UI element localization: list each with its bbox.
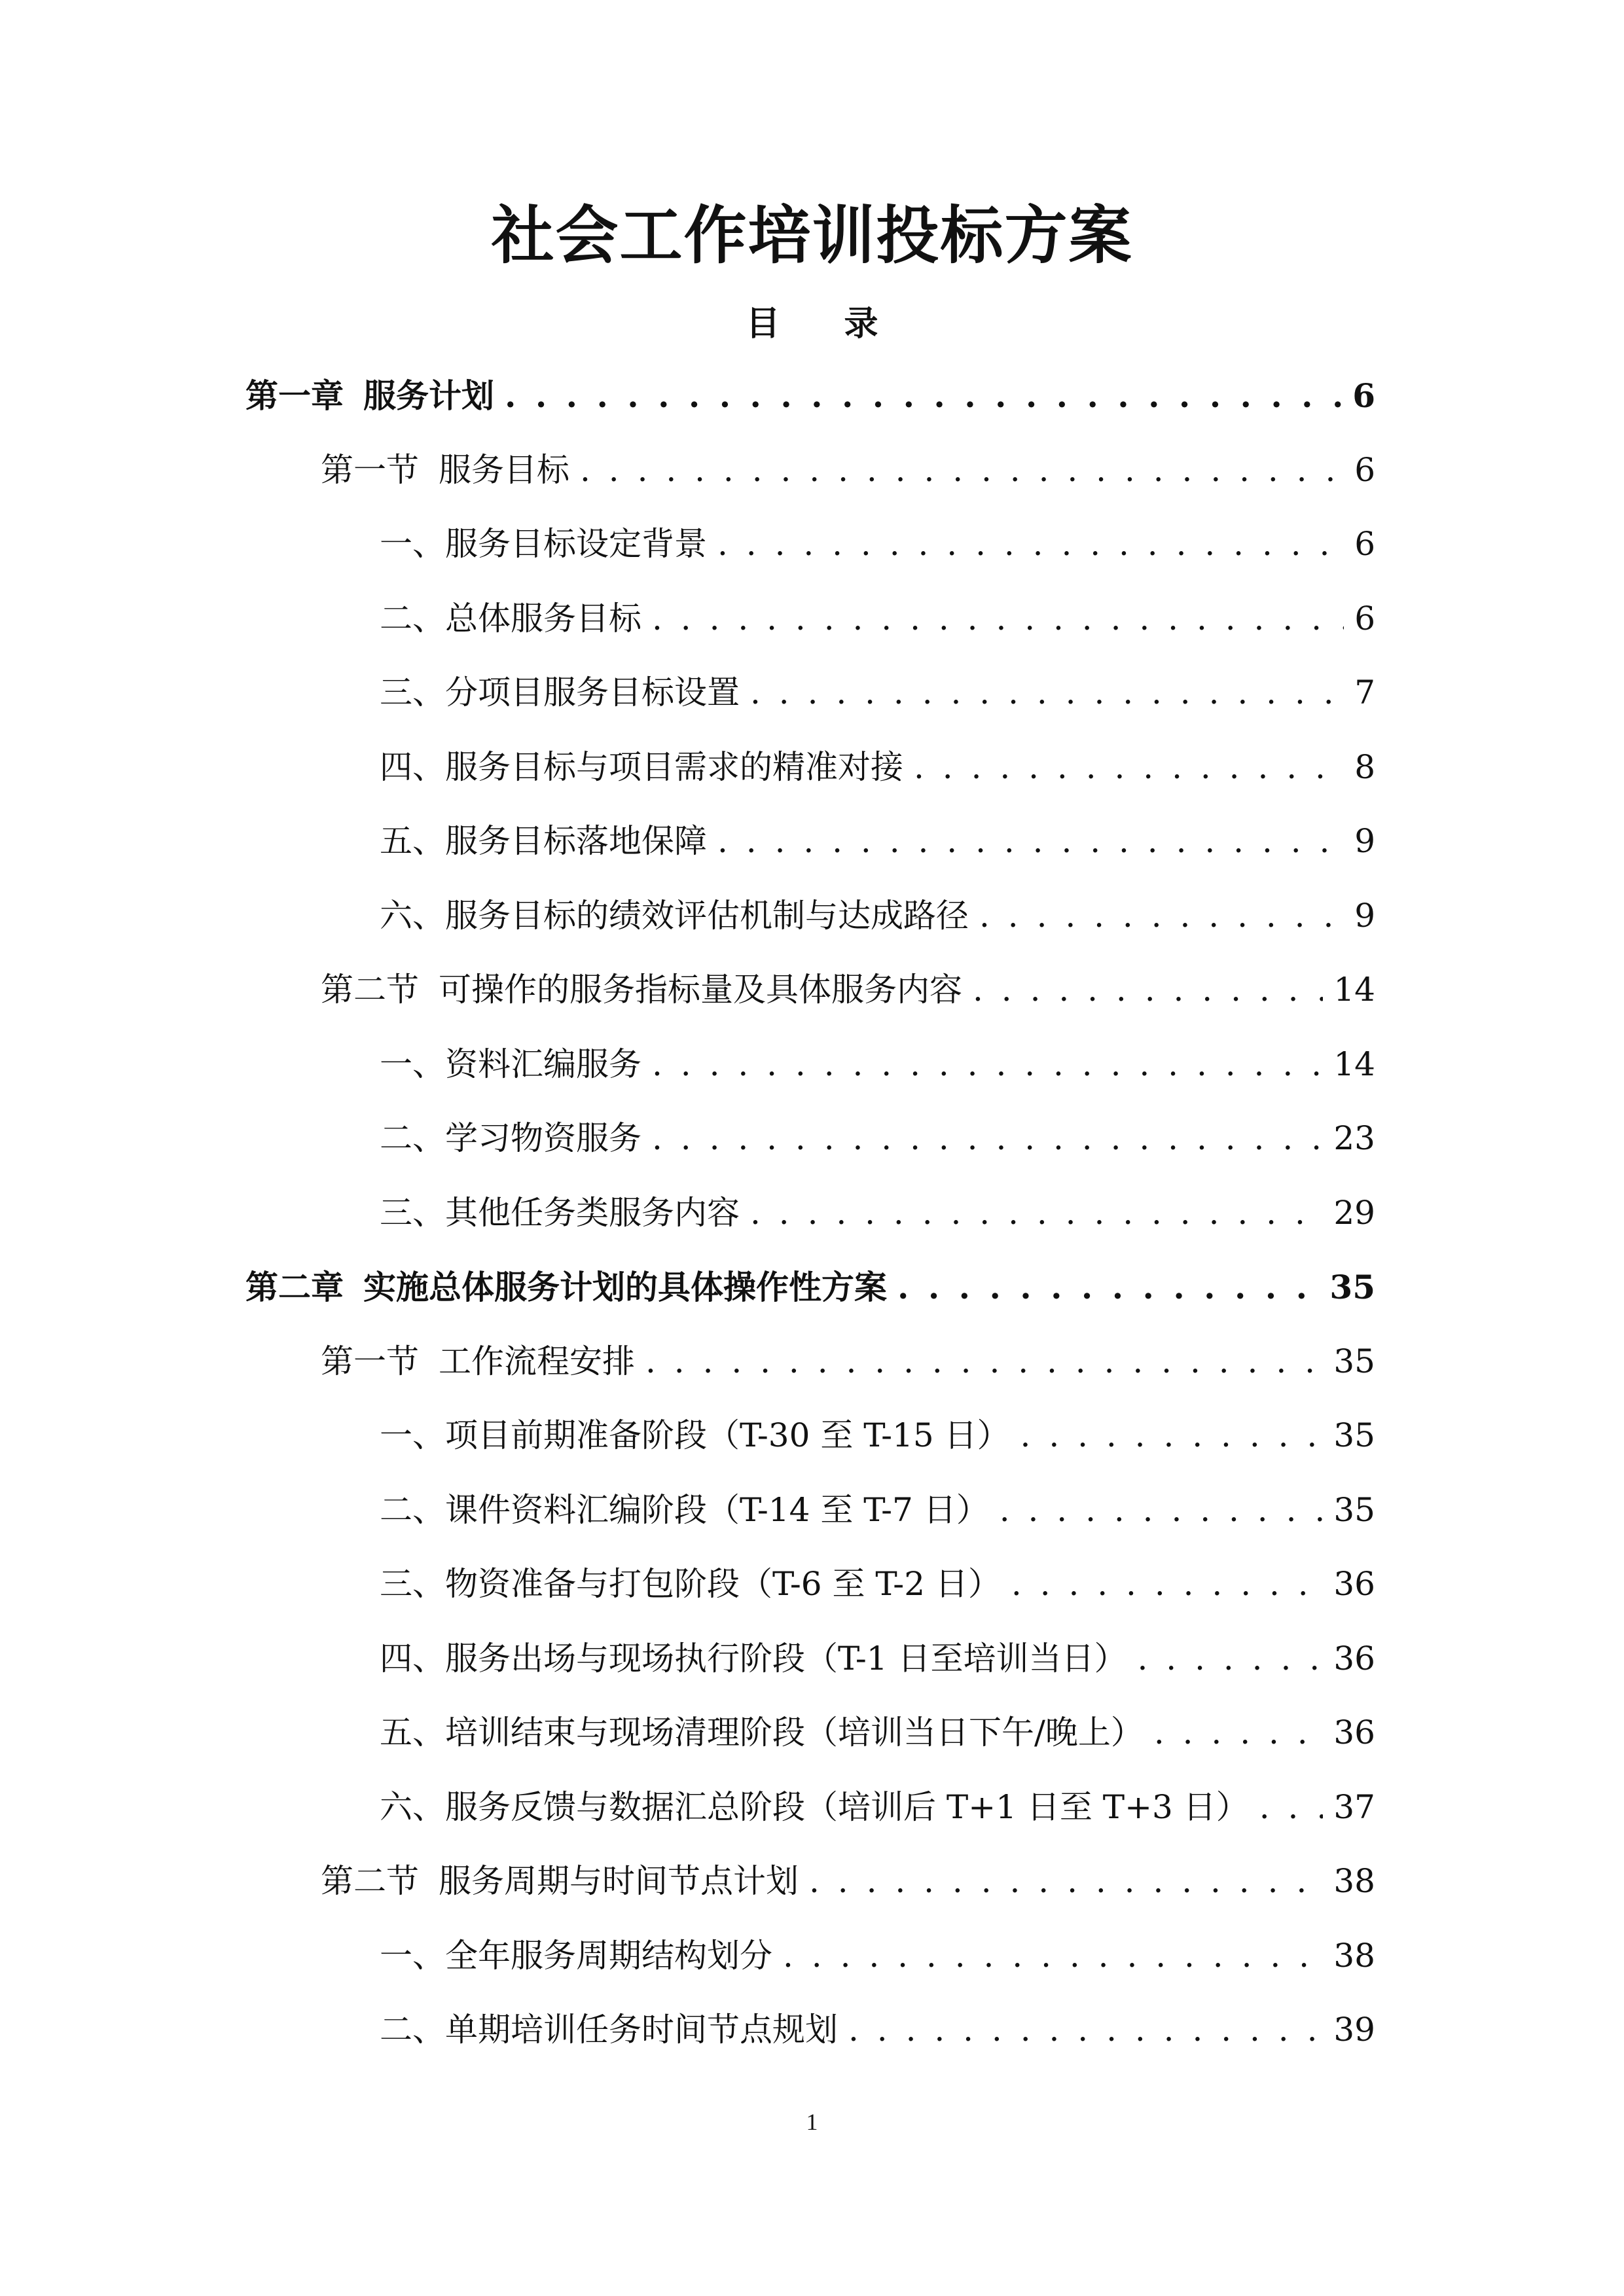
toc-entry-label: 可操作的服务指标量及具体服务内容: [439, 971, 962, 1009]
toc-entry-page: 14: [1333, 971, 1375, 1009]
toc-entry-page: 14: [1333, 1045, 1375, 1083]
toc-entry-label: 一、项目前期准备阶段（T-30 至 T-15 日）: [380, 1416, 1010, 1454]
toc-entry-label: 三、物资准备与打包阶段（T-6 至 T-2 日）: [380, 1565, 1001, 1603]
toc-entry-page: 6: [1354, 525, 1375, 563]
toc-entry[interactable]: [0, 1473, 1624, 1548]
toc-entry[interactable]: [0, 1696, 1624, 1770]
toc-entry-page: 35: [1333, 1490, 1375, 1529]
toc-entry-number: 第一章: [245, 376, 344, 415]
toc-dot-leader: [809, 1844, 1323, 1919]
toc-entry-label: 二、总体服务目标: [380, 599, 641, 637]
toc-entry-label: 二、课件资料汇编阶段（T-14 至 T-7 日）: [380, 1490, 989, 1529]
toc-entry-page: 6: [1354, 599, 1375, 637]
toc-dot-leader: [1000, 1473, 1324, 1548]
toc-entry[interactable]: [0, 1176, 1624, 1251]
toc-entry-page: 38: [1333, 1862, 1375, 1900]
toc-entry[interactable]: [0, 1770, 1624, 1845]
toc-entry[interactable]: [0, 804, 1624, 879]
toc-entry-page: 9: [1354, 896, 1375, 935]
toc-entry[interactable]: [0, 1993, 1624, 2068]
toc-entry-label: 四、服务目标与项目需求的精准对接: [380, 747, 903, 786]
toc-dot-leader: [652, 582, 1344, 656]
toc-entry-page: 8: [1354, 747, 1375, 786]
toc-entry-label: 五、培训结束与现场清理阶段（培训当日下午/晚上）: [380, 1713, 1144, 1751]
toc-dot-leader: [645, 1325, 1323, 1399]
toc-dot-leader: [750, 1176, 1323, 1251]
toc-dot-leader: [914, 730, 1344, 805]
toc-entry[interactable]: [0, 1399, 1624, 1473]
toc-dot-leader: [973, 953, 1323, 1028]
toc-entry-label: 四、服务出场与现场执行阶段（T-1 日至培训当日）: [380, 1639, 1127, 1677]
toc-dot-leader: [979, 879, 1344, 954]
toc-entry-number: 第二章: [245, 1268, 344, 1306]
toc-entry-page: 35: [1333, 1342, 1375, 1380]
toc-entry-page: 39: [1333, 2011, 1375, 2049]
toc-entry-label: 三、分项目服务目标设置: [380, 673, 740, 711]
toc-entry-page: 29: [1333, 1193, 1375, 1232]
toc-entry-page: 7: [1354, 673, 1375, 711]
toc-dot-leader: [897, 1250, 1319, 1325]
toc-entry-number: 第二节: [321, 971, 419, 1009]
toc-entry-page: 36: [1333, 1639, 1375, 1677]
toc-entry-number: 第一节: [321, 450, 419, 489]
toc-entry[interactable]: [0, 879, 1624, 954]
toc-entry-page: 35: [1333, 1416, 1375, 1454]
toc-dot-leader: [750, 656, 1344, 730]
toc-entry-page: 38: [1333, 1936, 1375, 1975]
toc-entry-label: 工作流程安排: [439, 1342, 635, 1380]
toc-dot-leader: [652, 1028, 1323, 1102]
toc-dot-leader: [580, 433, 1344, 508]
toc-entry[interactable]: [0, 1547, 1624, 1622]
toc-entry-label: 二、单期培训任务时间节点规划: [380, 2011, 838, 2049]
toc-entry-label: 五、服务目标落地保障: [380, 822, 707, 860]
toc-dot-leader: [505, 359, 1342, 433]
toc-entry-page: 35: [1329, 1268, 1375, 1306]
toc-entry-page: 23: [1333, 1119, 1375, 1157]
toc-dot-leader: [783, 1919, 1323, 1994]
toc-dot-leader: [717, 507, 1344, 582]
table-of-contents: [0, 359, 1624, 2068]
toc-entry-page: 36: [1333, 1565, 1375, 1603]
toc-entry-label: 服务目标: [439, 450, 569, 489]
toc-heading: 目 录: [746, 304, 905, 344]
toc-entry-label: 六、服务目标的绩效评估机制与达成路径: [380, 896, 969, 935]
toc-entry[interactable]: [0, 507, 1624, 582]
toc-entry-label: 服务周期与时间节点计划: [439, 1862, 799, 1900]
toc-dot-leader: [1259, 1770, 1324, 1845]
toc-entry[interactable]: [0, 1028, 1624, 1102]
toc-dot-leader: [1138, 1622, 1324, 1696]
toc-entry-label: 一、服务目标设定背景: [380, 525, 707, 563]
toc-dot-leader: [652, 1102, 1323, 1176]
toc-entry[interactable]: [0, 730, 1624, 805]
toc-entry[interactable]: [0, 1250, 1624, 1325]
page-number: 1: [806, 2109, 818, 2135]
toc-entry[interactable]: [0, 359, 1624, 433]
toc-entry[interactable]: [0, 1622, 1624, 1696]
toc-entry[interactable]: [0, 656, 1624, 730]
toc-entry-page: 9: [1354, 822, 1375, 860]
toc-dot-leader: [717, 804, 1344, 879]
toc-entry-label: 一、全年服务周期结构划分: [380, 1936, 772, 1975]
toc-dot-leader: [1011, 1547, 1323, 1622]
toc-entry[interactable]: [0, 1919, 1624, 1994]
toc-entry-page: 6: [1352, 376, 1375, 415]
toc-entry[interactable]: [0, 1844, 1624, 1919]
toc-entry-label: 三、其他任务类服务内容: [380, 1193, 740, 1232]
toc-entry-label: 服务计划: [363, 376, 494, 415]
toc-entry[interactable]: [0, 433, 1624, 508]
toc-entry-label: 实施总体服务计划的具体操作性方案: [363, 1268, 887, 1306]
toc-entry-page: 37: [1333, 1787, 1375, 1826]
toc-entry-number: 第一节: [321, 1342, 419, 1380]
toc-entry-page: 6: [1354, 450, 1375, 489]
toc-entry[interactable]: [0, 1102, 1624, 1176]
toc-entry[interactable]: [0, 582, 1624, 656]
toc-entry[interactable]: [0, 953, 1624, 1028]
toc-dot-leader: [848, 1993, 1323, 2068]
toc-dot-leader: [1020, 1399, 1324, 1473]
toc-entry-label: 二、学习物资服务: [380, 1119, 641, 1157]
toc-entry-page: 36: [1333, 1713, 1375, 1751]
document-title: 社会工作培训投标方案: [491, 198, 1133, 272]
toc-dot-leader: [1154, 1696, 1324, 1770]
toc-entry-label: 一、资料汇编服务: [380, 1045, 641, 1083]
toc-entry-number: 第二节: [321, 1862, 419, 1900]
toc-entry-label: 六、服务反馈与数据汇总阶段（培训后 T+1 日至 T+3 日）: [380, 1787, 1249, 1826]
toc-entry[interactable]: [0, 1325, 1624, 1399]
